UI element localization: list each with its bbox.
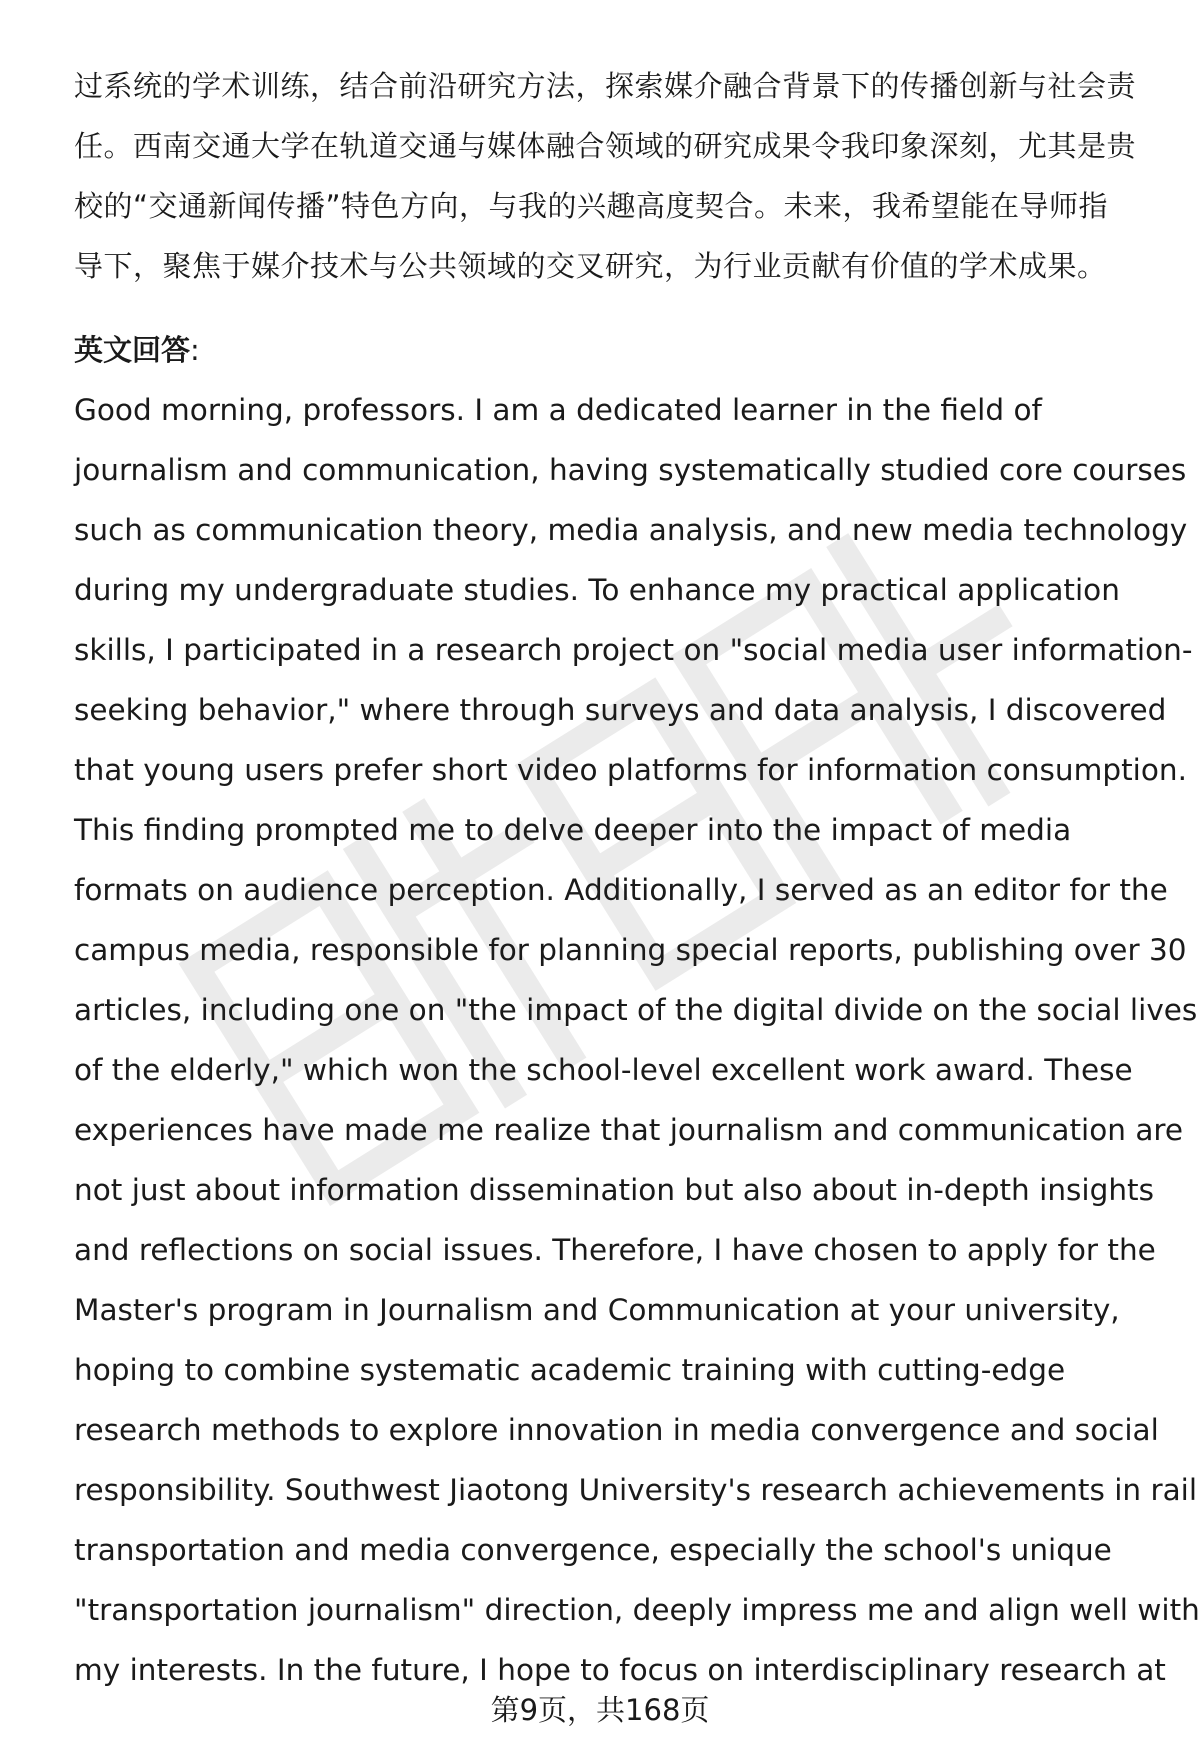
english-line: seeking behavior," where through surveys and data analysis, I discovered [74, 693, 1167, 727]
heading-label: 英文回答 [74, 333, 191, 367]
english-line: journalism and communication, having systematically studied core courses [74, 453, 1187, 487]
english-line: responsibility. Southwest Jiaotong University's research achievements in rail [74, 1473, 1198, 1507]
english-line: not just about information dissemination but also about in-depth insights [74, 1173, 1154, 1207]
english-line: transportation and media convergence, especially the school's unique [74, 1533, 1112, 1567]
english-line: my interests. In the future, I hope to focus on interdisciplinary research at [74, 1653, 1166, 1687]
chinese-line: 过系统的学术训练，结合前沿研究方法，探索媒介融合背景下的传播创新与社会责 [74, 69, 1137, 103]
english-line: Master's program in Journalism and Communication at your university, [74, 1293, 1120, 1327]
english-line: This finding prompted me to delve deeper into the impact of media [74, 813, 1072, 847]
english-line: formats on audience perception. Additionally, I served as an editor for the [74, 873, 1168, 907]
english-line: articles, including one on "the impact of the digital divide on the social lives [74, 993, 1198, 1027]
chinese-line: 校的“交通新闻传播”特色方向，与我的兴趣高度契合。未来，我希望能在导师指 [74, 189, 1109, 223]
english-line: hoping to combine systematic academic training with cutting-edge [74, 1353, 1066, 1387]
chinese-paragraph [74, 56, 1154, 296]
english-line: such as communication theory, media analysis, and new media technology [74, 513, 1188, 547]
english-line: research methods to explore innovation in media convergence and social [74, 1413, 1159, 1447]
heading-colon: : [190, 333, 200, 367]
english-line: skills, I participated in a research project on "social media user information- [74, 633, 1193, 667]
english-line: experiences have made me realize that journalism and communication are [74, 1113, 1184, 1147]
english-line: of the elderly," which won the school-level excellent work award. These [74, 1053, 1133, 1087]
english-line: Good morning, professors. I am a dedicated learner in the field of [74, 393, 1042, 427]
english-answer-heading [74, 320, 200, 380]
english-line: during my undergraduate studies. To enhance my practical application [74, 573, 1120, 607]
page-number-footer: 第9页，共168页 [490, 1693, 710, 1727]
chinese-line: 任。西南交通大学在轨道交通与媒体融合领域的研究成果令我印象深刻，尤其是贵 [74, 129, 1137, 163]
english-paragraph [74, 380, 1200, 1700]
chinese-line: 导下，聚焦于媒介技术与公共领域的交叉研究，为行业贡献有价值的学术成果。 [74, 249, 1107, 283]
english-line: "transportation journalism" direction, deeply impress me and align well with [74, 1593, 1200, 1627]
english-line: and reflections on social issues. Therefore, I have chosen to apply for the [74, 1233, 1156, 1267]
english-line: that young users prefer short video platforms for information consumption. [74, 753, 1187, 787]
english-line: campus media, responsible for planning special reports, publishing over 30 [74, 933, 1187, 967]
